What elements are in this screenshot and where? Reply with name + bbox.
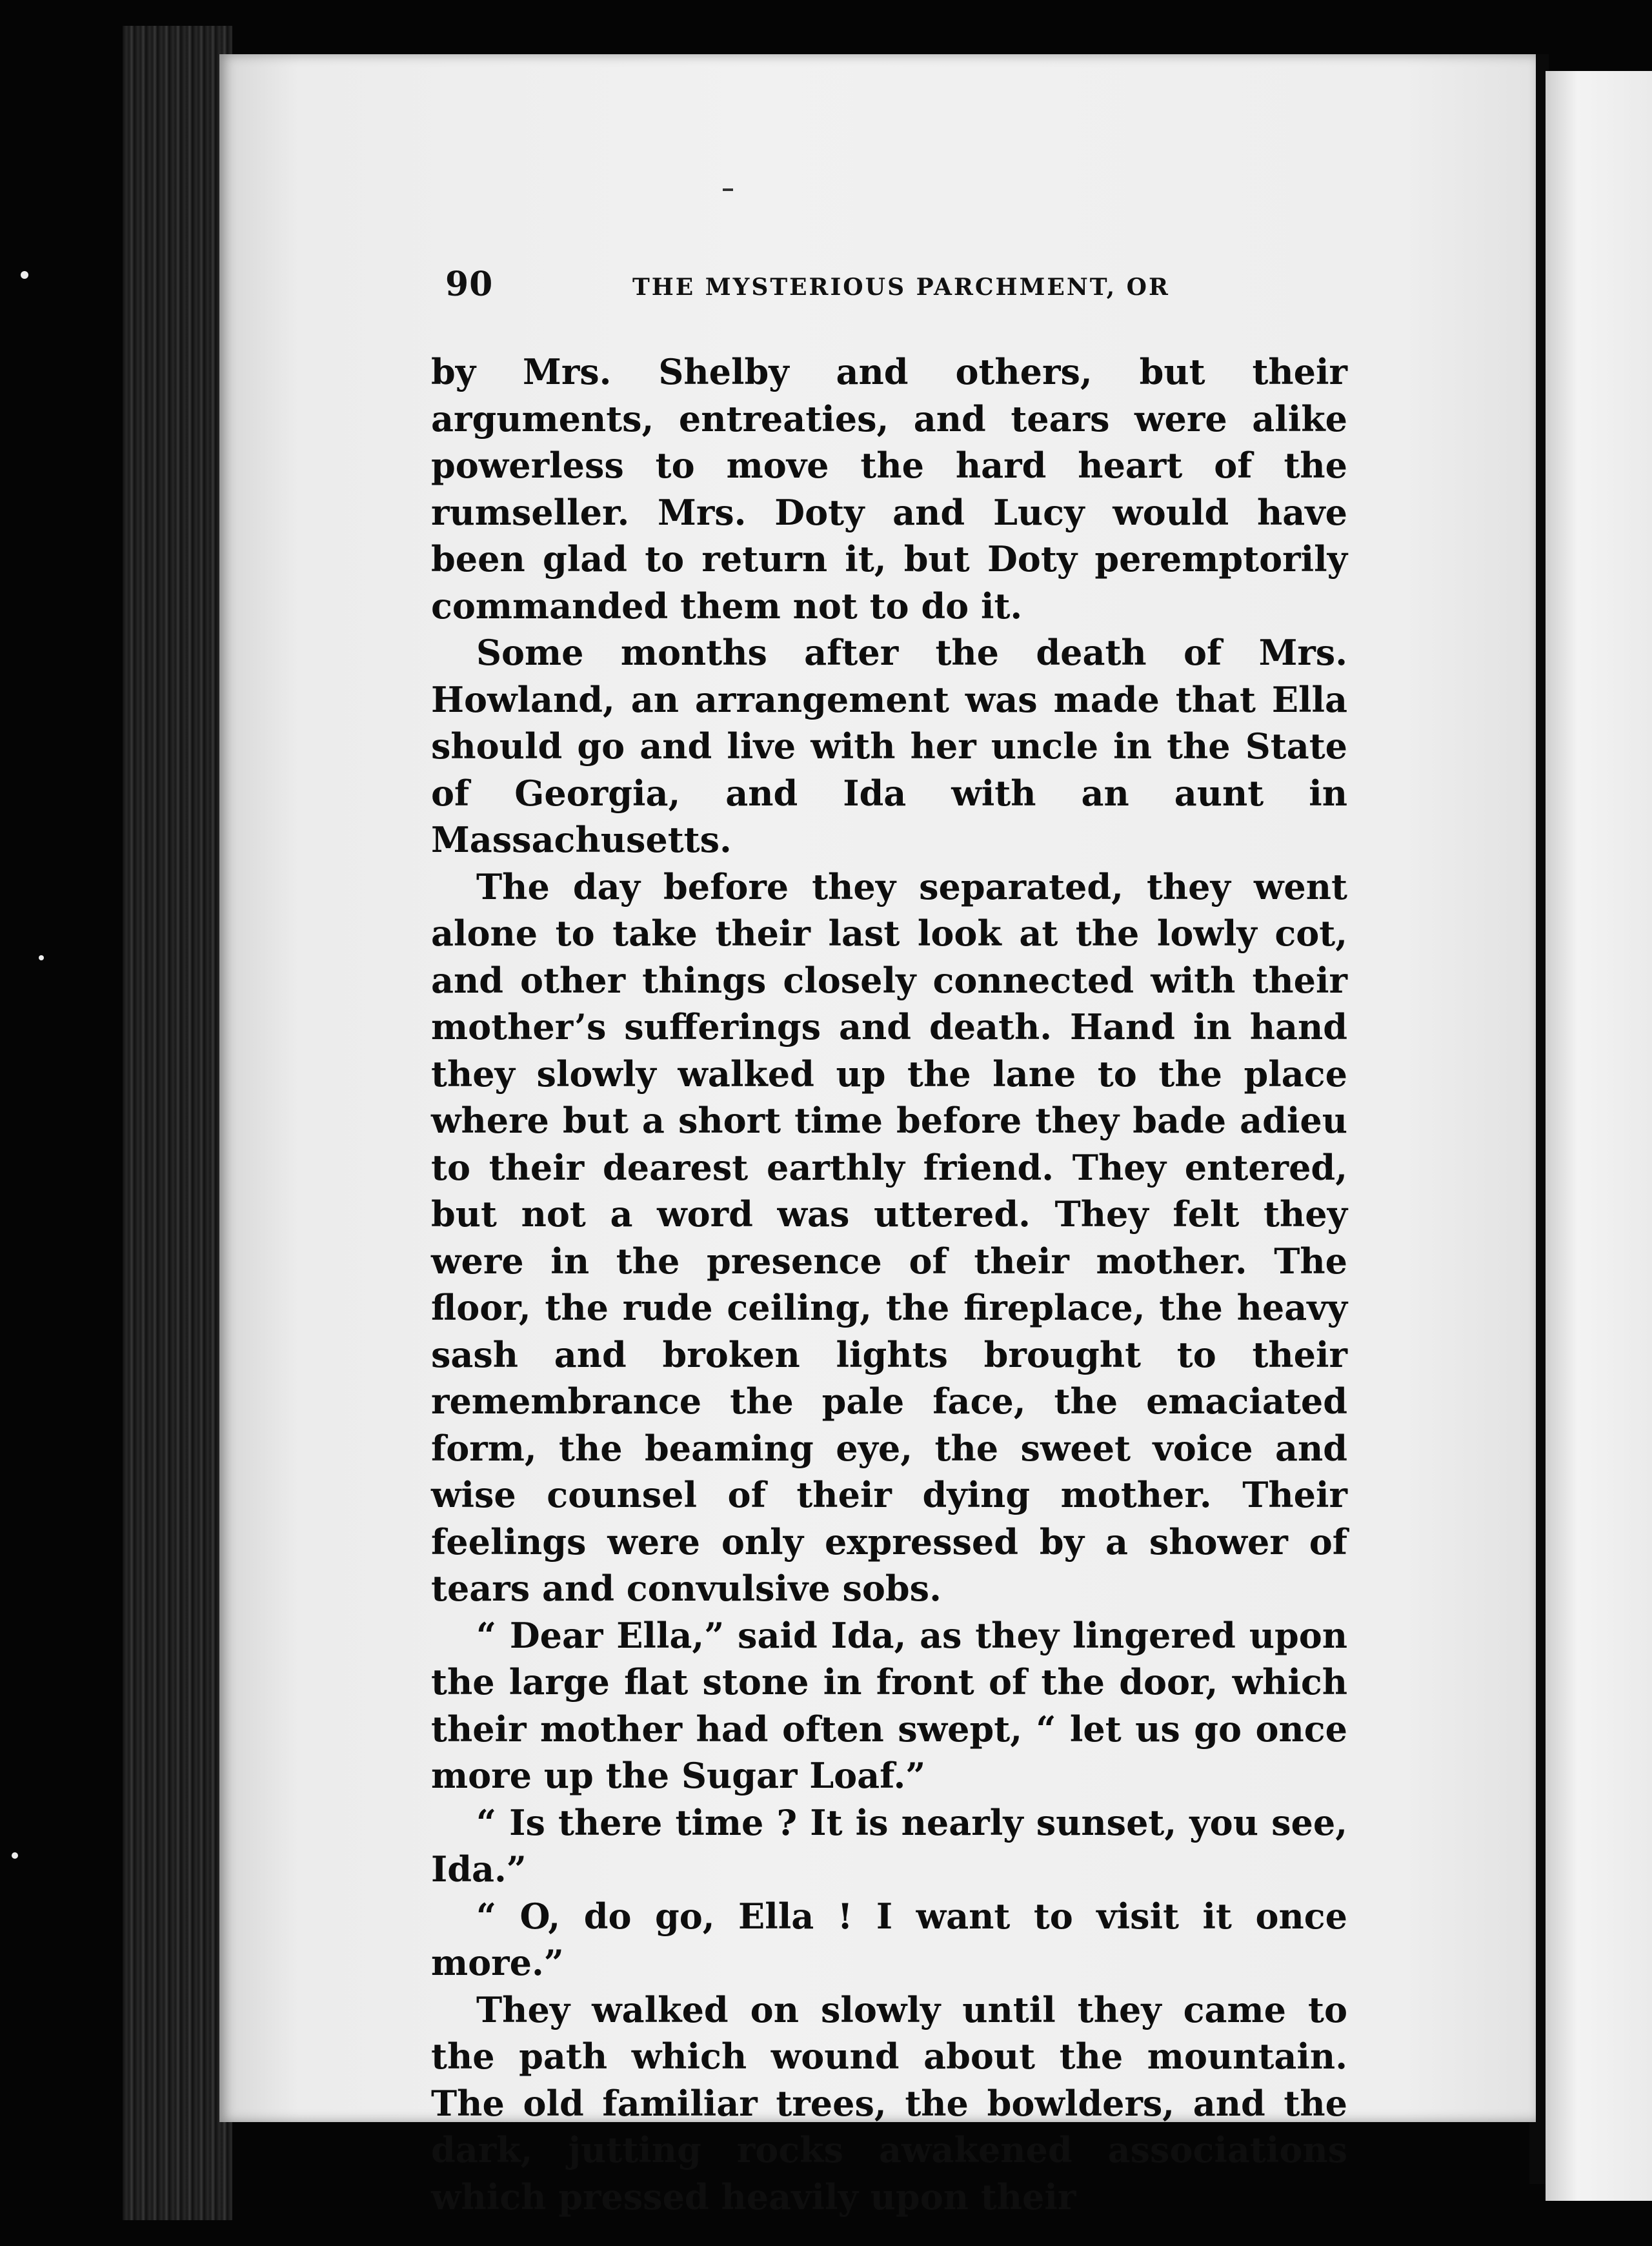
printer-mark: [723, 188, 733, 191]
paragraph-7: They walked on slowly until they came to the path which wound about the mountain. The old familiar trees, the bowlders, and the dark, jutting rocks awakened associations which pressed heavily upon their: [431, 1988, 1347, 2218]
paragraph-1: by Mrs. Shelby and others, but their arguments, entreaties, and tears were alike powerless to move the hard heart of the rumseller. Mrs. Doty and Lucy would have been glad to return it, but Doty peremptorily commanded them not to do it.: [431, 351, 1347, 627]
page-header: [445, 265, 1375, 316]
paragraph-3: The day before they separated, they went alone to take their last look at the lowly cot, and other things closely connected with their mother’s sufferings and death. Hand in hand they slowly walked up the lane to the place where but a short time before they bade adieu to their dearest earthly friend. They entered, but not a word was uttered. They felt they were in the presence of their mother. The floor, the rude ceiling, the fireplace, the heavy sash and broken lights brought to their remembrance the pale face, the emaciated form, the beaming eye, the sweet voice and wise counsel of their dying mother. Their feelings were only expressed by a shower of tears and convulsive sobs.: [431, 865, 1347, 1609]
paragraph-5: “ Is there time ? It is nearly sunset, you see, Ida.”: [431, 1801, 1347, 1890]
paragraph-2: Some months after the death of Mrs. Howland, an arrangement was made that Ella should go and live with her uncle in the State of Georgia, and Ida with an aunt in Massachusetts.: [431, 632, 1347, 860]
scan-speck: [21, 271, 28, 279]
scan-speck: [39, 955, 44, 960]
page-body: [431, 349, 1347, 2220]
facing-page-edge: [1546, 71, 1652, 2201]
book-page-edges: [123, 26, 232, 2220]
page-number: 90: [445, 265, 494, 304]
paragraph-4: “ Dear Ella,” said Ida, as they lingered upon the large flat stone in front of the door, which their mother had often swept, “ let us go once more up the Sugar Loaf.”: [431, 1614, 1347, 1796]
paragraph-6: “ O, do go, Ella ! I want to visit it once more.”: [431, 1895, 1347, 1983]
scan-speck: [12, 1852, 18, 1859]
running-head: THE MYSTERIOUS PARCHMENT, OR: [632, 274, 1170, 301]
